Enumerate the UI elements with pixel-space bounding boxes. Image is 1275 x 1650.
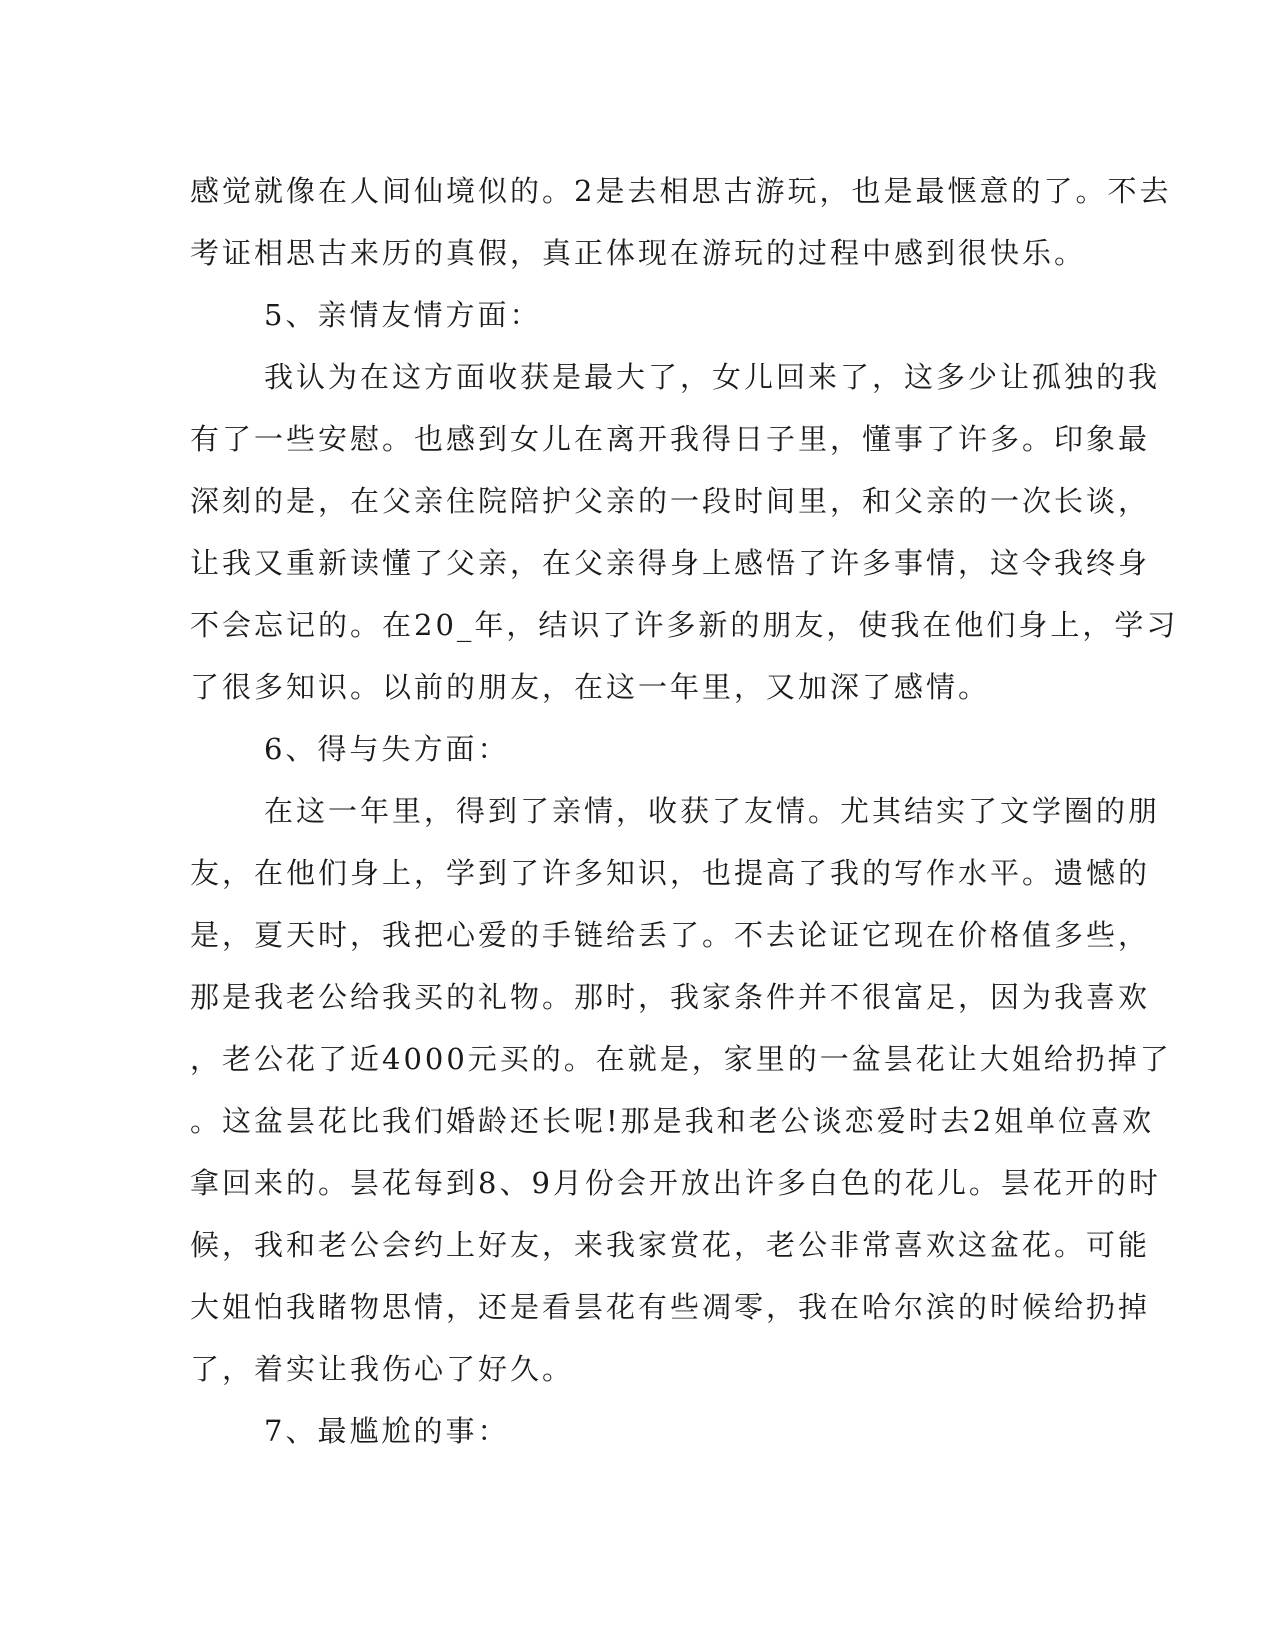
text-line: 有了一些安慰。也感到女儿在离开我得日子里，懂事了许多。印象最 <box>190 422 1151 456</box>
text-line: 让我又重新读懂了父亲，在父亲得身上感悟了许多事情，这令我终身 <box>190 546 1151 580</box>
text-line: 在这一年里，得到了亲情，收获了友情。尤其结实了文学圈的朋 <box>264 794 1161 828</box>
text-line: 友，在他们身上，学到了许多知识，也提高了我的写作水平。遗憾的 <box>190 856 1151 890</box>
text-line: 考证相思古来历的真假，真正体现在游玩的过程中感到很快乐。 <box>190 236 1087 270</box>
text-line: 拿回来的。昙花每到8、9月份会开放出许多白色的花儿。昙花开的时 <box>190 1166 1161 1200</box>
text-line: 深刻的是，在父亲住院陪护父亲的一段时间里，和父亲的一次长谈， <box>190 484 1151 518</box>
text-line: 。这盆昙花比我们婚龄还长呢!那是我和老公谈恋爱时去2姐单位喜欢 <box>190 1104 1155 1138</box>
text-line: 是，夏天时，我把心爱的手链给丢了。不去论证它现在价格值多些， <box>190 918 1151 952</box>
text-line: 了很多知识。以前的朋友，在这一年里，又加深了感情。 <box>190 670 991 704</box>
text-line: 我认为在这方面收获是最大了，女儿回来了，这多少让孤独的我 <box>264 360 1161 394</box>
document-body <box>190 160 1179 1462</box>
text-line: 感觉就像在人间仙境似的。2是去相思古游玩，也是最惬意的了。不去 <box>190 174 1172 208</box>
text-line: 了，着实让我伤心了好久。 <box>190 1352 575 1386</box>
text-line: 候，我和老公会约上好友，来我家赏花，老公非常喜欢这盆花。可能 <box>190 1228 1151 1262</box>
text-line: 不会忘记的。在20_年，结识了许多新的朋友，使我在他们身上，学习 <box>190 608 1179 642</box>
text-line: 那是我老公给我买的礼物。那时，我家条件并不很富足，因为我喜欢 <box>190 980 1151 1014</box>
section-heading: 6、得与失方面： <box>264 732 510 766</box>
section-heading: 7、最尴尬的事： <box>264 1414 510 1448</box>
section-heading: 5、亲情友情方面： <box>264 298 542 332</box>
text-line: 大姐怕我睹物思情，还是看昙花有些凋零，我在哈尔滨的时候给扔掉 <box>190 1290 1151 1324</box>
text-line: ，老公花了近4000元买的。在就是，家里的一盆昙花让大姐给扔掉了 <box>190 1042 1172 1076</box>
